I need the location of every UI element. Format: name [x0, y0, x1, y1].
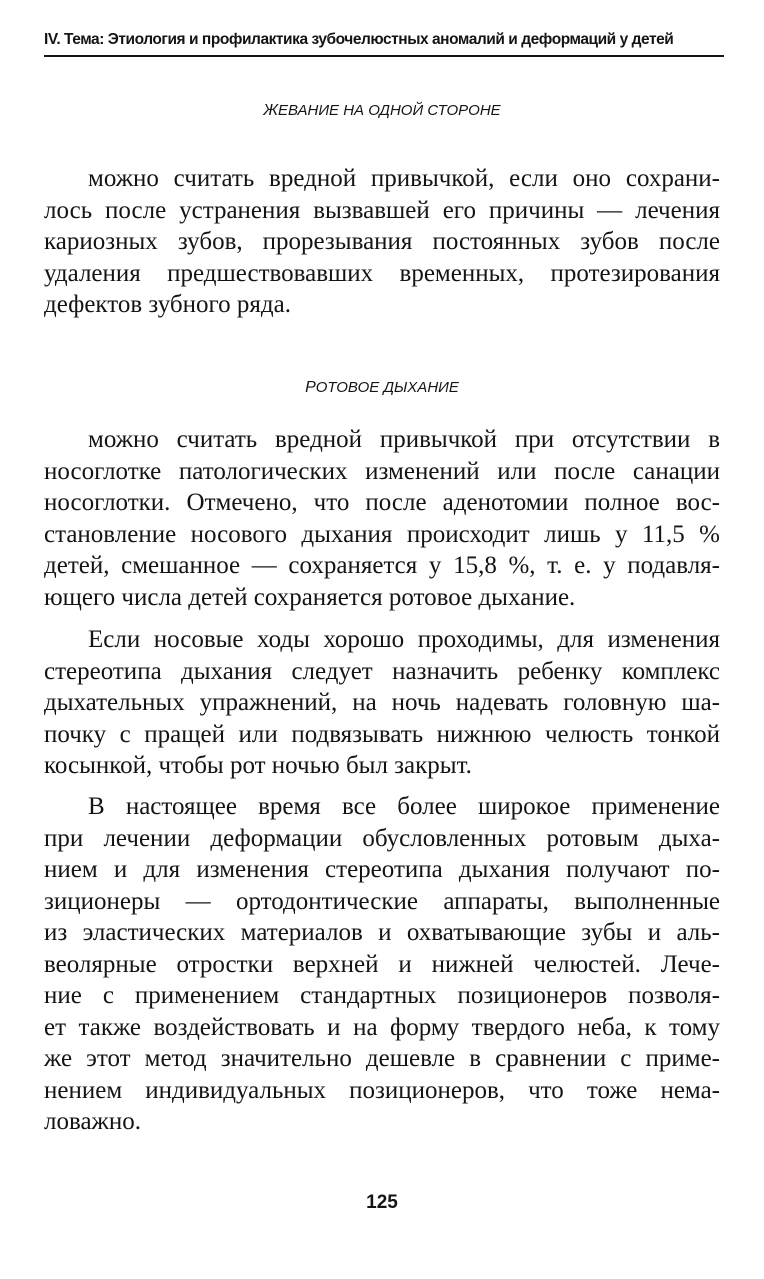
text-line: из эластических материалов и охватывающие зубы и аль-	[44, 919, 720, 946]
text-line: лось после устранения вызвавшей его причины — лечения	[44, 196, 720, 224]
page-number: 125	[366, 1192, 398, 1213]
text-line: носоглотки. Отмечено, что после аденотомии полное вос-	[44, 489, 720, 516]
text-line: зиционеры — ортодонтические аппараты, выполненные	[44, 887, 720, 915]
text-line: дефектов зубного ряда.	[44, 291, 291, 318]
paragraph	[44, 624, 720, 782]
paragraph	[44, 791, 720, 1138]
text-line: можно считать вредной привычкой при отсутствии в	[88, 426, 720, 453]
text-line: Если носовые ходы хорошо проходимы, для изменения	[88, 626, 720, 653]
section-title-rest: ОТОВОЕ ДЫХАНИЕ	[315, 379, 459, 396]
text-line: веолярные отростки верхней и нижней челюстей. Лече-	[44, 950, 720, 978]
text-line: удаления предшествовавших временных, протезирования	[44, 259, 720, 287]
text-line: можно считать вредной привычкой, если оно сохрани-	[88, 165, 720, 192]
text-line: косынкой, чтобы рот ночью был закрыт.	[44, 752, 472, 779]
text-line: ние с применением стандартных позиционеров позволя-	[44, 982, 720, 1009]
section-title-chewing	[0, 101, 764, 121]
paragraph	[44, 163, 720, 321]
text-line: детей, смешанное — сохраняется у 15,8 %, т. е. у подавля-	[44, 552, 720, 579]
text-line: же этот метод значительно дешевле в сравнении с приме-	[44, 1045, 720, 1072]
text-line: ющего числа детей сохраняется ротовое дыхание.	[44, 583, 576, 611]
text-line: становление носового дыхания происходит лишь у 11,5 %	[44, 520, 720, 548]
text-line: ет также воздействовать и на форму твердого неба, к тому	[44, 1013, 720, 1041]
text-line: ловажно.	[44, 1108, 141, 1135]
running-head-rule	[44, 55, 724, 57]
text-line: носоглотке патологических изменений или после санации	[44, 457, 720, 485]
running-head: IV. Тема: Этиология и профилактика зубочелюстных аномалий и деформаций у детей	[44, 31, 674, 48]
text-line: стереотипа дыхания следует назначить ребенку комплекс	[44, 657, 720, 685]
text-line: кариозных зубов, прорезывания постоянных зубов после	[44, 228, 720, 255]
section-title-mouth-breathing	[0, 378, 764, 398]
text-line: при лечении деформации обусловленных ротовым дыха-	[44, 824, 720, 852]
text-line: нением индивидуальных позиционеров, что тоже нема-	[44, 1076, 720, 1104]
text-line: почку с пращей или подвязывать нижнюю челюсть тонкой	[44, 720, 720, 748]
paragraph	[44, 424, 720, 613]
section-title-rest: ЕВАНИЕ НА ОДНОЙ СТОРОНЕ	[277, 102, 501, 119]
text-line: В настоящее время все более широкое применение	[88, 793, 720, 820]
text-line: нием и для изменения стереотипа дыхания получают по-	[44, 856, 720, 883]
section-title-initial: Р	[305, 379, 316, 396]
text-line: дыхательных упражнений, на ночь надевать головную ша-	[44, 689, 720, 716]
section-title-initial: Ж	[263, 102, 278, 119]
